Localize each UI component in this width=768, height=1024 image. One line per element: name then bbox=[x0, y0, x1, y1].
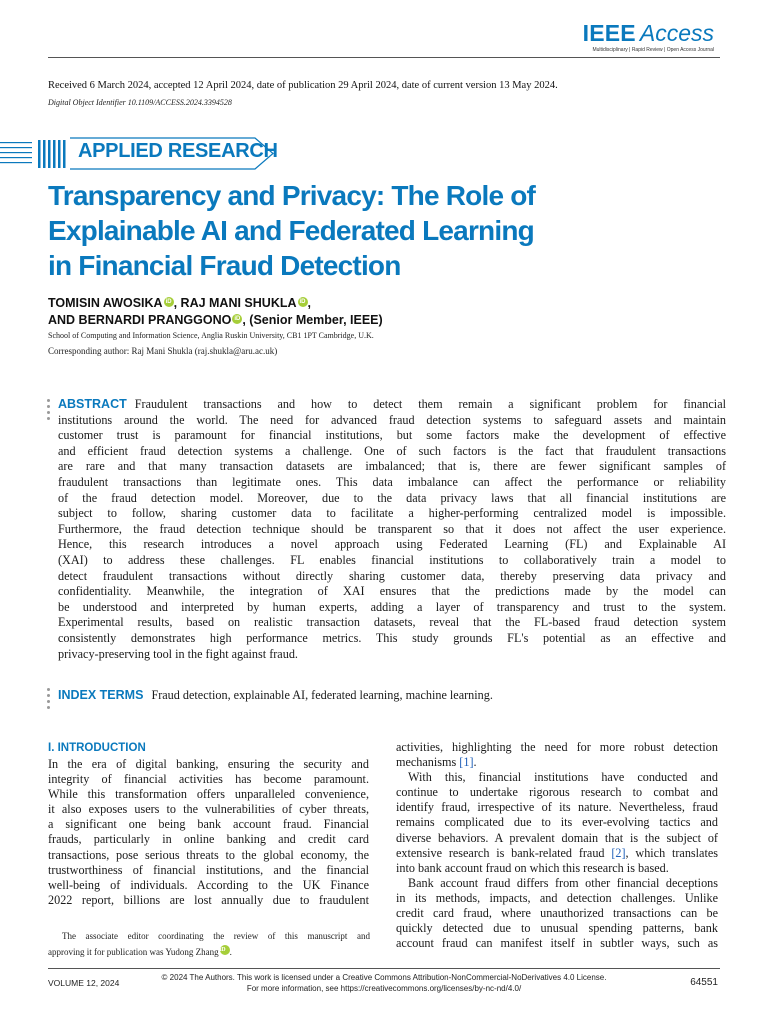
body-line bbox=[396, 755, 718, 770]
author-separator: , bbox=[307, 296, 311, 310]
footnote-line bbox=[48, 945, 370, 961]
body-text: extensive research is bank-related fraud bbox=[396, 845, 612, 860]
author-name: , RAJ MANI SHUKLA bbox=[173, 296, 297, 310]
author-name: AND BERNARDI PRANGGONO bbox=[48, 313, 232, 327]
reference-link[interactable]: [2] bbox=[611, 845, 626, 860]
index-dots-icon bbox=[47, 688, 50, 712]
index-terms bbox=[58, 688, 493, 703]
affiliation: School of Computing and Information Science, Anglia Ruskin University, CB1 1PT Cambridge, U.K. bbox=[48, 331, 374, 340]
ieee-access-logo bbox=[544, 20, 714, 46]
abstract-line: be understood and interpreted by human experts, adding a layer of transparency and trust to the system. bbox=[58, 599, 726, 614]
body-line: With this, financial institutions have conducted and bbox=[408, 770, 718, 785]
author-name: TOMISIN AWOSIKA bbox=[48, 296, 163, 310]
body-line: account fraud can manifest itself in subtler ways, such as bbox=[396, 936, 718, 951]
body-line: frauds, particularly in online banking and credit card bbox=[48, 832, 369, 847]
body-line: quickly detected due to unusual spending patterns, bank bbox=[396, 921, 718, 936]
footnote-line: The associate editor coordinating the review of this manuscript and bbox=[62, 931, 370, 941]
banner-stripes-icon bbox=[0, 140, 70, 168]
publication-dates: Received 6 March 2024, accepted 12 April 2024, date of publication 29 April 2024, date of current version 13 May 2024. bbox=[48, 80, 558, 91]
body-line: it also exposes users to the vulnerabilities of cyber threats, bbox=[48, 802, 369, 817]
body-line bbox=[396, 846, 718, 861]
orcid-icon[interactable]: iD bbox=[234, 316, 241, 322]
title-line: Explainable AI and Federated Learning bbox=[48, 215, 534, 246]
author-list bbox=[48, 295, 383, 329]
body-line: activities, highlighting the need for more robust detection bbox=[396, 740, 718, 754]
body-line: continue to undertake rigorous research to combat and bbox=[396, 785, 718, 800]
body-text: . bbox=[473, 755, 477, 770]
abstract-block bbox=[58, 397, 726, 662]
volume-label: VOLUME 12, 2024 bbox=[48, 978, 120, 988]
paper-title bbox=[48, 178, 608, 283]
journal-tagline: Multidisciplinary | Rapid Review | Open Access Journal bbox=[592, 47, 714, 53]
doi-line: Digital Object Identifier 10.1109/ACCESS.2024.3394528 bbox=[48, 98, 232, 107]
abstract-line: subject to follow, sharing customer data to facilitate a higher-performing centralized model is impossible. bbox=[58, 506, 726, 521]
orcid-icon[interactable]: iD bbox=[220, 945, 230, 955]
index-terms-text: Fraud detection, explainable AI, federated learning, machine learning. bbox=[151, 688, 493, 702]
license-line: © 2024 The Authors. This work is licensed under a Creative Commons Attribution-NonCommercial-NoDerivatives 4.0 License. bbox=[161, 973, 607, 982]
abstract-line: and efficient fraud detection systems a challenge. One of such factors is the fact that fraudulent transactions bbox=[58, 443, 726, 458]
abstract-line: privacy-preserving tool in the fight against fraud. bbox=[58, 646, 298, 661]
corresponding-author: Corresponding author: Raj Mani Shukla (raj.shukla@aru.ac.uk) bbox=[48, 346, 278, 356]
body-text: mechanisms bbox=[396, 755, 460, 770]
abstract-text: Fraudulent transactions and how to detect them remain a significant problem for financial bbox=[134, 397, 726, 411]
body-line: transactions, pose serious threats to the global economy, the bbox=[48, 847, 369, 862]
orcid-icon[interactable]: iD bbox=[165, 299, 172, 305]
body-text: , which translates bbox=[625, 845, 718, 860]
footnote-text: approving it for publication was Yudong Zhang bbox=[48, 946, 219, 957]
body-line: 2022 report, billions are lost annually due to fraudulent bbox=[48, 892, 369, 907]
title-line: in Financial Fraud Detection bbox=[48, 250, 401, 281]
abstract-line: Furthermore, the fraud detection technique should be transparent so that it does not affect the user experience. bbox=[58, 521, 726, 536]
license-link[interactable]: For more information, see https://creativecommons.org/licenses/by-nc-nd/4.0/ bbox=[246, 984, 522, 993]
abstract-line bbox=[58, 397, 726, 413]
applied-research-banner bbox=[0, 136, 300, 171]
body-line: While this transformation offers unparalleled convenience, bbox=[48, 787, 369, 802]
reference-link[interactable]: [1] bbox=[459, 755, 474, 770]
body-line: integrity of financial activities has become paramount. bbox=[48, 772, 369, 787]
body-line: identify fraud, irrespective of its nature. Nevertheless, fraud bbox=[396, 800, 718, 815]
left-column bbox=[48, 741, 369, 908]
right-column bbox=[396, 740, 718, 951]
abstract-line: fraudulent transactions than legitimate ones. This data imbalance can affect the performance or reliability bbox=[58, 474, 726, 489]
abstract-heading: ABSTRACT bbox=[58, 397, 127, 411]
page-number: 64551 bbox=[690, 977, 718, 988]
body-line: credit card fraud, where unauthorized transactions can be bbox=[396, 906, 718, 921]
title-line: Transparency and Privacy: The Role of bbox=[48, 180, 536, 211]
body-line: remains complicated due to its ever-evolving tactics and bbox=[396, 815, 718, 830]
abstract-line: Experimental results, based on realistic transaction datasets, reveal that the FL-based fraud detection system bbox=[58, 615, 726, 630]
header-divider bbox=[48, 57, 720, 58]
editor-footnote bbox=[48, 929, 370, 960]
body-line: a significant one being bank account fraud. Financial bbox=[48, 817, 369, 832]
abstract-line: confidentiality. Meanwhile, the integration of XAI ensures that the predictions made by the model can bbox=[58, 584, 726, 599]
abstract-line: of the fraud detection model. Moreover, due to the data privacy laws that all financial institutions are bbox=[58, 490, 726, 505]
body-line: into bank account fraud on which this research is based. bbox=[396, 860, 669, 875]
logo-access-text: Access bbox=[639, 20, 714, 46]
author-membership: , (Senior Member, IEEE) bbox=[242, 313, 383, 327]
abstract-line: (XAI) to address these challenges. FL enables financial institutions to collaboratively train a model to bbox=[58, 552, 726, 567]
footer-divider bbox=[48, 968, 720, 969]
footnote-period: . bbox=[229, 946, 232, 957]
logo-ieee-text: IEEE bbox=[582, 20, 636, 46]
section-heading: I. INTRODUCTION bbox=[48, 742, 146, 754]
body-line: well-being of individuals. According to the UK Finance bbox=[48, 877, 369, 892]
abstract-line: are rare and that many transaction datasets are imbalanced; that is, there are fewer significant samples of bbox=[58, 459, 726, 474]
body-line: Bank account fraud differs from other financial deceptions bbox=[408, 875, 718, 890]
body-line: in its methods, impacts, and detection challenges. Unlike bbox=[396, 890, 718, 905]
journal-brand bbox=[544, 20, 714, 53]
body-line: diverse behaviors. A prevalent domain that is the subject of bbox=[396, 830, 718, 845]
author-line bbox=[48, 295, 383, 312]
abstract-line: consistently demonstrates high performance metrics. This study grounds FL's potential as an effective and bbox=[58, 630, 726, 645]
abstract-line: detect fraudulent transactions without directly sharing customer data, thereby preserving data privacy and bbox=[58, 568, 726, 583]
index-terms-heading: INDEX TERMS bbox=[58, 688, 144, 702]
abstract-line: Hence, this research introduces a novel approach using Federated Learning (FL) and Explainable AI bbox=[58, 537, 726, 552]
body-line: trustworthiness of financial institutions, and the financial bbox=[48, 862, 369, 877]
abstract-dots-icon bbox=[47, 399, 50, 423]
body-line: In the era of digital banking, ensuring the security and bbox=[48, 757, 369, 771]
orcid-icon[interactable]: iD bbox=[299, 299, 306, 305]
author-line bbox=[48, 312, 383, 329]
abstract-line: customer trust is paramount for financial institutions, but some factors make the development of effective bbox=[58, 428, 726, 443]
abstract-line: institutions around the world. The need for advanced fraud detection systems to safeguard assets and maintain bbox=[58, 412, 726, 427]
article-type-label: APPLIED RESEARCH bbox=[78, 140, 278, 162]
